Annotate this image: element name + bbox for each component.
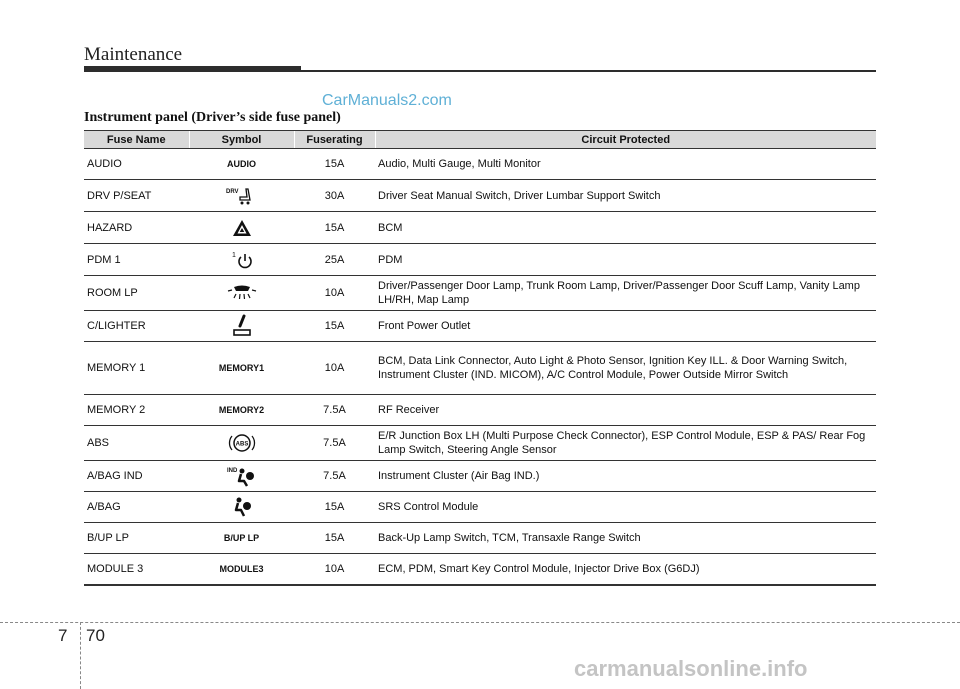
fuse-table — [84, 130, 876, 586]
column-header-symbol: Symbol — [189, 131, 294, 149]
table-row — [84, 342, 876, 395]
circuit-protected: Back-Up Lamp Switch, TCM, Transaxle Range Switch — [375, 523, 876, 554]
fuse-name: B/UP LP — [84, 523, 189, 554]
circuit-protected: Instrument Cluster (Air Bag IND.) — [375, 461, 876, 492]
circuit-protected: BCM — [375, 212, 876, 244]
watermark-bottom: carmanualsonline.info — [574, 656, 808, 681]
fuse-rating: 10A — [294, 276, 375, 311]
module3-text-icon: MODULE3 — [219, 563, 264, 574]
circuit-protected: ECM, PDM, Smart Key Control Module, Injector Drive Box (G6DJ) — [375, 554, 876, 585]
abs-icon — [227, 437, 257, 449]
column-header-fuse-name: Fuse Name — [84, 131, 189, 149]
hazard-triangle-icon — [232, 221, 252, 233]
fuse-name: C/LIGHTER — [84, 311, 189, 342]
header-rule-thin — [301, 70, 876, 72]
fuse-name: MODULE 3 — [84, 554, 189, 585]
fuse-rating: 15A — [294, 492, 375, 523]
fuse-symbol — [189, 426, 294, 461]
fuse-symbol — [189, 554, 294, 585]
fuse-name: A/BAG — [84, 492, 189, 523]
circuit-protected: Driver Seat Manual Switch, Driver Lumbar Support Switch — [375, 180, 876, 212]
circuit-protected: RF Receiver — [375, 395, 876, 426]
svg-text:1: 1 — [231, 251, 236, 259]
column-header-fuserating: Fuserating — [294, 131, 375, 149]
column-header-circuit: Circuit Protected — [375, 131, 876, 149]
driver-seat-icon — [225, 189, 259, 201]
fuse-rating: 15A — [294, 212, 375, 244]
table-header-row — [84, 131, 876, 149]
fuse-rating: 30A — [294, 180, 375, 212]
table-row — [84, 212, 876, 244]
fuse-name: HAZARD — [84, 212, 189, 244]
fuse-rating: 25A — [294, 244, 375, 276]
fuse-symbol — [189, 311, 294, 342]
svg-text:ABS: ABS — [235, 441, 248, 448]
table-row — [84, 523, 876, 554]
table-row — [84, 311, 876, 342]
fuse-name: ABS — [84, 426, 189, 461]
fuse-rating: 7.5A — [294, 461, 375, 492]
table-row — [84, 554, 876, 585]
circuit-protected: Driver/Passenger Door Lamp, Trunk Room Lamp, Driver/Passenger Door Scuff Lamp, Vanity Lamp LH/RH, Map Lamp — [375, 276, 876, 311]
header-rule-thick — [84, 66, 301, 72]
power-button-icon — [229, 253, 255, 265]
circuit-protected: PDM — [375, 244, 876, 276]
room-lamp-icon — [225, 287, 259, 299]
table-row — [84, 492, 876, 523]
fuse-name: AUDIO — [84, 149, 189, 180]
fuse-symbol — [189, 461, 294, 492]
memory2-text-icon: MEMORY2 — [218, 405, 265, 415]
fuse-rating: 10A — [294, 342, 375, 395]
circuit-protected: Audio, Multi Gauge, Multi Monitor — [375, 149, 876, 180]
footer-page-divider — [80, 622, 81, 689]
audio-text-icon: AUDIO — [227, 159, 256, 169]
fuse-name: MEMORY 1 — [84, 342, 189, 395]
fuse-symbol — [189, 342, 294, 395]
fuse-rating: 7.5A — [294, 395, 375, 426]
page-header-title: Maintenance — [84, 44, 183, 65]
fuse-rating: 7.5A — [294, 426, 375, 461]
fuse-symbol — [189, 523, 294, 554]
page-number: 70 — [86, 626, 105, 645]
table-row — [84, 426, 876, 461]
fuse-rating: 10A — [294, 554, 375, 585]
backup-lamp-text-icon: B/UP LP — [223, 533, 260, 543]
circuit-protected: BCM, Data Link Connector, Auto Light & Photo Sensor, Ignition Key ILL. & Door Warning Switch, Instrument Cluster (IND. MICOM), A/C Control Module, Power Outside Mirror Switch — [375, 342, 876, 395]
svg-text:DRV: DRV — [225, 188, 239, 195]
table-row — [84, 180, 876, 212]
airbag-indicator-icon — [226, 470, 258, 482]
table-row — [84, 461, 876, 492]
fuse-name: PDM 1 — [84, 244, 189, 276]
chapter-number: 7 — [58, 626, 68, 645]
fuse-symbol — [189, 180, 294, 212]
fuse-rating: 15A — [294, 523, 375, 554]
fuse-symbol — [189, 212, 294, 244]
table-row — [84, 395, 876, 426]
fuse-name: MEMORY 2 — [84, 395, 189, 426]
fuse-rating: 15A — [294, 149, 375, 180]
fuse-rating: 15A — [294, 311, 375, 342]
airbag-icon — [230, 501, 254, 513]
table-row — [84, 149, 876, 180]
circuit-protected: SRS Control Module — [375, 492, 876, 523]
fuse-symbol — [189, 395, 294, 426]
fuse-symbol — [189, 276, 294, 311]
fuse-symbol — [189, 149, 294, 180]
circuit-protected: Front Power Outlet — [375, 311, 876, 342]
fuse-name: ROOM LP — [84, 276, 189, 311]
section-title: Instrument panel (Driver’s side fuse panel) — [84, 110, 341, 125]
watermark-top: CarManuals2.com — [322, 92, 452, 109]
cigar-lighter-icon — [231, 320, 253, 332]
fuse-name: A/BAG IND — [84, 461, 189, 492]
table-row — [84, 244, 876, 276]
fuse-name: DRV P/SEAT — [84, 180, 189, 212]
fuse-symbol — [189, 244, 294, 276]
table-row — [84, 276, 876, 311]
fuse-symbol — [189, 492, 294, 523]
footer-divider — [0, 622, 960, 623]
circuit-protected: E/R Junction Box LH (Multi Purpose Check Connector), ESP Control Module, ESP & PAS/ Rear Fog Lamp Switch, Steering Angle Sensor — [375, 426, 876, 461]
memory1-text-icon: MEMORY1 — [218, 363, 265, 373]
svg-text:IND: IND — [226, 468, 237, 474]
